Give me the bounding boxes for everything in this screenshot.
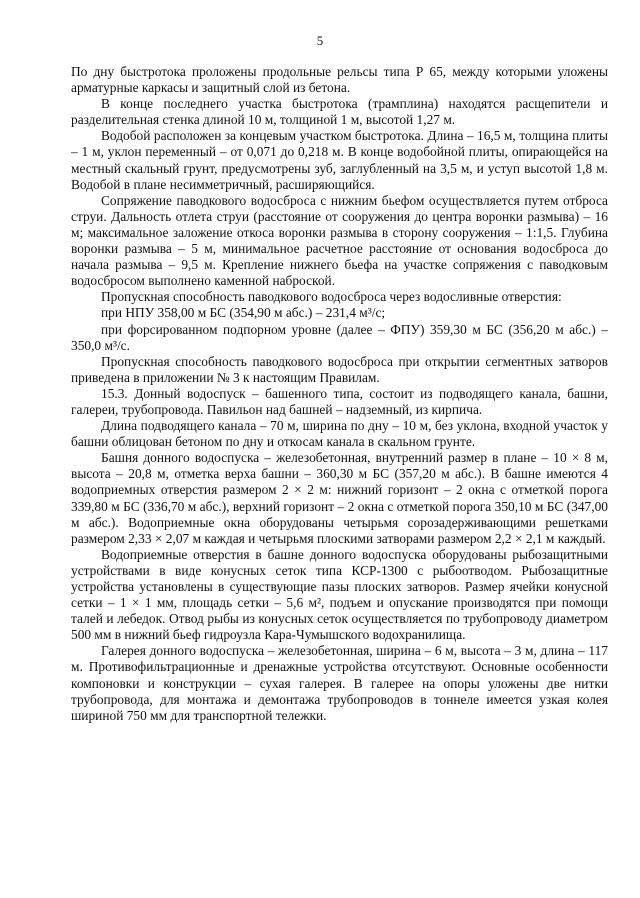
paragraph-gallery: Галерея донного водоспуска – железобетонная, ширина – 6 м, высота – 3 м, длина – 117 м. Противофильтрационные и дренажные устройства отсутствуют. Основные особенности компоновки и конструкции – сухая галерея. В галерее на опоры уложены две нитки трубопровода, для монтажа и демонтажа трубопроводов в тоннеле имеется узкая колея шириной 750 мм для транспортной тележки. <box>71 643 608 723</box>
paragraph-capacity-npu: при НПУ 358,00 м БС (354,90 м абс.) – 231,4 м³/с; <box>101 305 386 321</box>
paragraph-tailwater-connection: Сопряжение паводкового водосброса с нижним бьефом осуществляется путем отброса струи. Дальность отлета струи (расстояние от сооружения до центра воронки размыва) – 16 м; максимальное заложение откоса воронки размыва в сторону сооружения – 1:1,5. Глубина воронки размыва – 5 м, минимальное расчетное расстояние от основания водосброса до начала размыва – 9,5 м. Крепление нижнего бьефа на участке сопряжения с паводковым водосбросом выполнено каменной наброской. <box>71 192 608 289</box>
paragraph-capacity-gates: Пропускная способность паводкового водосброса при открытии сегментных затворов приведена в приложении № 3 к настоящим Правилам. <box>71 353 608 385</box>
paragraph-stilling-basin: Водобой расположен за концевым участком быстротока. Длина – 16,5 м, толщина плиты – 1 м, уклон переменный – от 0,071 до 0,218 м. В конце водобойной плиты, опирающейся на местный скальный грунт, предусмотрены зуб, заглубленный на 3,5 м, и уступ высотой 1,8 м. Водобой в плане несимметричный, расширяющийся. <box>71 128 608 192</box>
paragraph-springboard: В конце последнего участка быстротока (трамплина) находятся расщепители и разделительная стенка длиной 10 м, толщиной 1 м, высотой 1,27 м. <box>71 96 608 128</box>
body-text <box>71 64 608 724</box>
paragraph-rails: По дну быстротока проложены продольные рельсы типа Р 65, между которыми уложены арматурные каркасы и защитный слой из бетона. <box>71 64 608 96</box>
paragraph-capacity-fpu: при форсированном подпорном уровне (далее – ФПУ) 359,30 м БС (356,20 м абс.) – 350,0 м³/с. <box>71 321 608 353</box>
paragraph-tower: Башня донного водоспуска – железобетонная, внутренний размер в плане – 10 × 8 м, высота – 20,8 м, отметка верха башни – 360,30 м БС (357,20 м абс.). В башне имеются 4 водоприемных отверстия размером 2 × 2 м: нижний горизонт – 2 окна с отметкой порога 339,80 м БС (336,70 м абс.), верхний горизонт – 2 окна с отметкой порога 350,10 м БС (347,00 м абс.). Водоприемные окна оборудованы четырьмя сорозадерживающими решетками размером 2,33 × 2,07 м каждая и четырьмя плоскими затворами размером 2,2 × 2,1 м каждый. <box>71 450 608 546</box>
paragraph-capacity-intro: Пропускная способность паводкового водосброса через водосливные отверстия: <box>101 289 562 305</box>
page-number: 5 <box>316 33 324 48</box>
paragraph-fish-protection: Водоприемные отверстия в башне донного водоспуска оборудованы рыбозащитными устройствами в виде конусных сеток типа КСР-1300 с рыбоотводом. Рыбозащитные устройства установлены в существующие пазы плоских затворов. Размер ячейки конусной сетки – 1 × 1 мм, площадь сетки – 5,6 м², подъем и опускание производятся при помощи талей и лебедок. Отвод рыбы из конусных сеток осуществляется по трубопроводу диаметром 500 мм в нижний бьеф гидроузла Кара-Чумышского водохранилища. <box>71 546 608 643</box>
paragraph-approach-channel: Длина подводящего канала – 70 м, ширина по дну – 10 м, без уклона, входной участок у башни облицован бетоном по дну и откосам канала в скальном грунте. <box>71 418 608 450</box>
paragraph-bottom-outlet: 15.3. Донный водоспуск – башенного типа, состоит из подводящего канала, башни, галереи, трубопровода. Павильон над башней – надземный, из кирпича. <box>71 385 608 417</box>
